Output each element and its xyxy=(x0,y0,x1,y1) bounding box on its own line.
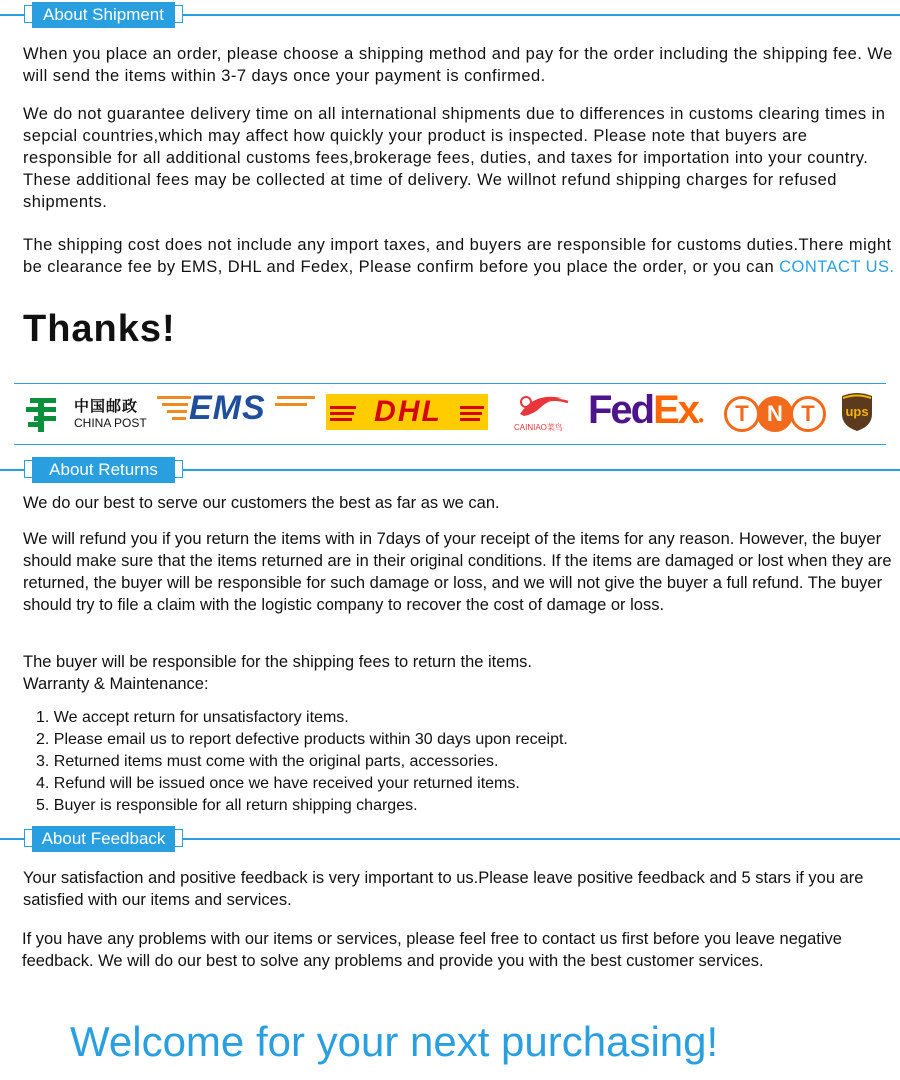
cainiao-en-text: CAINIAO xyxy=(514,423,547,432)
ups-text: ups xyxy=(845,404,869,419)
list-item: 3. Returned items must come with the original parts, accessories. xyxy=(36,753,499,770)
shipment-heading: About Shipment xyxy=(32,2,175,28)
shipment-paragraph-3-text: The shipping cost does not include any import taxes, and buyers are responsible for customs duties.There might be clearance fee by EMS, DHL and Fedex, Please confirm before you place the order, or you can xyxy=(23,236,892,276)
welcome-closing-text: Welcome for your next purchasing! xyxy=(70,1018,719,1065)
cainiao-cn-text: 菜鸟 xyxy=(546,423,563,432)
list-item: 1. We accept return for unsatisfactory items. xyxy=(36,709,349,726)
cainiao-text xyxy=(514,422,563,433)
china-post-cn-text: 中国邮政 xyxy=(74,398,139,415)
dhl-stripes-icon xyxy=(326,394,488,430)
fedex-logo xyxy=(588,388,718,436)
dhl-logo xyxy=(326,394,488,430)
ems-wordmark: EMS xyxy=(189,389,266,427)
returns-shipping-fees-text: The buyer will be responsible for the shipping fees to return the items. xyxy=(23,653,533,671)
shipment-paragraph-3 xyxy=(23,234,895,278)
tnt-letter-2: N xyxy=(757,396,793,432)
feedback-paragraph-2: If you have any problems with our items or services, please feel free to contact us first before you leave negative feedback. We will do our best to solve any problems and provide you with the best customer services. xyxy=(22,930,842,970)
carrier-logos-strip xyxy=(14,383,886,445)
shipment-section-header xyxy=(0,0,900,30)
cainiao-logo xyxy=(514,388,574,436)
feedback-paragraph-1: Your satisfaction and positive feedback is very important to us.Please leave positive feedback and 5 stars if you are satisfied with our items and services. xyxy=(23,869,864,909)
returns-paragraph-3 xyxy=(23,651,895,695)
feedback-section-header xyxy=(0,824,900,854)
dhl-wordmark: DHL xyxy=(374,395,442,428)
contact-us-link[interactable]: CONTACT US. xyxy=(779,258,895,276)
tnt-letter-1: T xyxy=(724,396,760,432)
list-item: 2. Please email us to report defective products within 30 days upon receipt. xyxy=(36,731,568,748)
fedex-dot-icon: ● xyxy=(698,415,705,426)
fedex-ex-text: Ex xyxy=(653,388,699,432)
china-post-icon xyxy=(24,394,60,434)
returns-policy-list xyxy=(36,707,568,817)
ems-logo xyxy=(157,389,317,430)
fedex-fed-text: Fed xyxy=(588,388,654,432)
cainiao-bird-icon xyxy=(514,388,574,420)
china-post-logo xyxy=(24,392,149,436)
returns-paragraph-1: We do our best to serve our customers the best as far as we can. xyxy=(23,494,500,512)
returns-paragraph-2: We will refund you if you return the items with in 7days of your receipt of the items for any reason. However, the buyer should make sure that the items returned are in their original conditions. If the items are damaged or lost when they are returned, the buyer will be responsible for such damage or loss, and we will not give the buyer a full refund. The buyer should try to file a claim with the logistic company to recover the cost of damage or loss. xyxy=(23,530,892,614)
list-item: 5. Buyer is responsible for all return shipping charges. xyxy=(36,797,418,814)
shipment-paragraph-1: When you place an order, please choose a shipping method and pay for the order including the shipping fee. We will send the items within 3-7 days once your payment is confirmed. xyxy=(23,45,893,85)
shipment-paragraph-2: We do not guarantee delivery time on all international shipments due to differences in customs clearing times in sepcial countries,which may affect how quickly your product is inspected. Please note that buyers are responsible for all additional customs fees,brokerage fees, duties, and taxes for importation into your country. These additional fees may be collected at time of delivery. We willnot refund shipping charges for refused shipments. xyxy=(23,105,886,211)
returns-heading: About Returns xyxy=(32,457,175,483)
feedback-heading: About Feedback xyxy=(32,826,175,852)
thanks-heading: Thanks! xyxy=(23,308,176,350)
warranty-heading: Warranty & Maintenance: xyxy=(23,675,209,693)
ups-logo xyxy=(840,392,874,432)
china-post-en-text: CHINA POST xyxy=(74,416,147,430)
tnt-logo xyxy=(724,396,824,432)
returns-section-header xyxy=(0,455,900,485)
tnt-letter-3: T xyxy=(790,396,826,432)
list-item: 4. Refund will be issued once we have received your returned items. xyxy=(36,775,520,792)
